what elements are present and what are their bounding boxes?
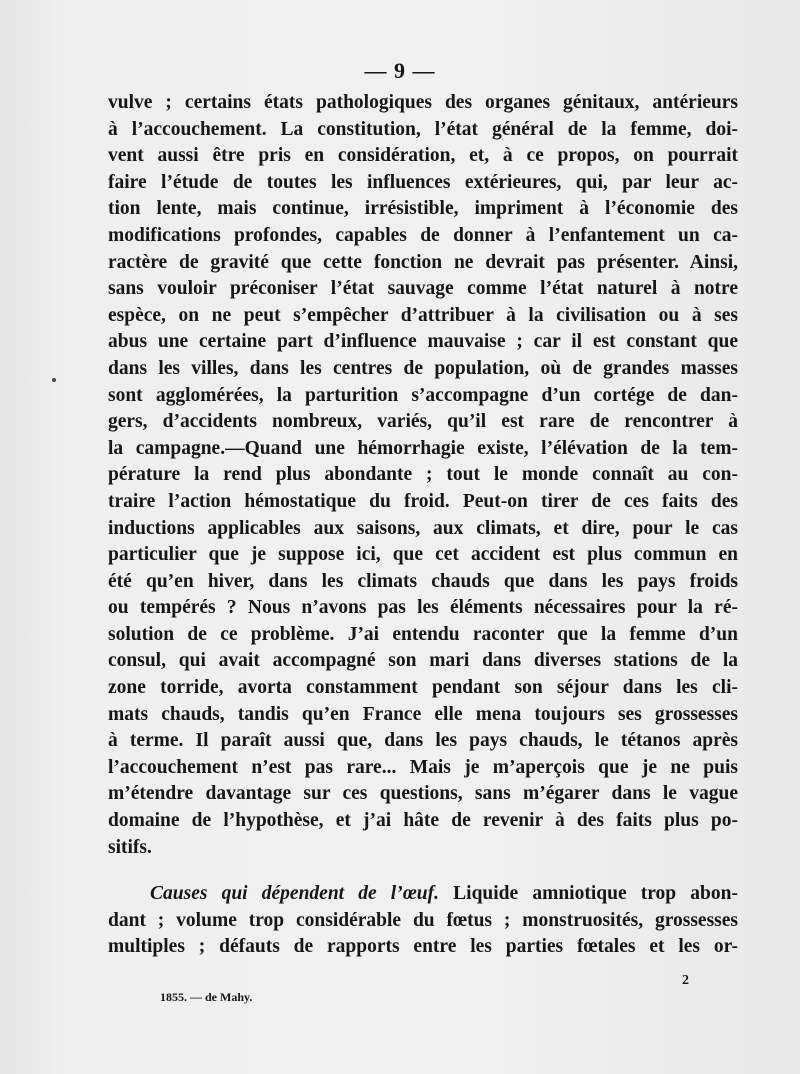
text-line: espèce, on ne peut s’empêcher d’attribuer à la civilisation ou à ses	[108, 304, 738, 326]
text-line: solution de ce problème. J’ai entendu raconter que la femme d’un	[108, 623, 738, 645]
text-line: sont agglomérées, la parturition s’accompagne d’un cortége de dan-	[108, 384, 738, 406]
text-line: sans vouloir préconiser l’état sauvage comme l’état naturel à notre	[108, 278, 738, 300]
text-line: à l’accouchement. La constitution, l’état général de la femme, doi-	[108, 118, 738, 140]
text-line: modifications profondes, capables de donner à l’enfantement un ca-	[108, 224, 738, 246]
text-line: faire l’étude de toutes les influences extérieures, qui, par leur ac-	[108, 171, 738, 193]
text-line: pérature la rend plus abondante ; tout le monde connaît au con-	[108, 464, 738, 486]
paragraph-2	[108, 881, 738, 961]
text-line: particulier que je suppose ici, que cet accident est plus commun en	[108, 544, 738, 566]
paragraph-1	[108, 90, 738, 861]
text-line: consul, qui avait accompagné son mari dans diverses stations de la	[108, 650, 738, 672]
text-line: m’étendre davantage sur ces questions, sans m’égarer dans le vague	[108, 783, 738, 805]
text-line: dans les villes, dans les centres de population, où de grandes masses	[108, 357, 738, 379]
paragraph-spacer	[108, 861, 738, 881]
text-line: vent aussi être pris en considération, et, à ce propos, on pourrait	[108, 145, 738, 167]
text-line: abus une certaine part d’influence mauvaise ; car il est constant que	[108, 331, 738, 353]
text-line: ou tempérés ? Nous n’avons pas les éléments nécessaires pour la ré-	[108, 597, 738, 619]
text-line: l’accouchement n’est pas rare... Mais je m’aperçois que je ne puis	[108, 756, 738, 778]
signature-mark: 2	[682, 973, 689, 988]
text-line: domaine de l’hypothèse, et j’ai hâte de revenir à des faits plus po-	[108, 810, 738, 832]
text-line: la campagne.—Quand une hémorrhagie existe, l’élévation de la tem-	[108, 437, 738, 459]
text-line: traire l’action hémostatique du froid. Peut-on tirer de ces faits des	[108, 490, 738, 512]
text-line: gers, d’accidents nombreux, variés, qu’il est rare de rencontrer à	[108, 411, 738, 433]
footer-signature: 1855. — de Mahy.	[160, 990, 253, 1004]
body-text	[108, 90, 738, 961]
text-line: zone torride, avorta constamment pendant son séjour dans les cli-	[108, 677, 738, 699]
text-line: vulve ; certains états pathologiques des organes génitaux, antérieurs	[108, 92, 738, 113]
text-line: sitifs.	[108, 836, 152, 858]
section-heading: Causes qui dépendent de l’œuf.	[150, 883, 439, 905]
heading-continuation: Liquide amniotique trop abon-	[439, 883, 738, 905]
paper-speck	[52, 378, 56, 382]
text-line: à terme. Il paraît aussi que, dans les pays chauds, le tétanos après	[108, 730, 738, 752]
text-line	[108, 881, 738, 908]
text-line: dant ; volume trop considérable du fœtus ; monstruosités, grossesses	[108, 909, 738, 931]
text-line: ractère de gravité que cette fonction ne devrait pas présenter. Ainsi,	[108, 251, 738, 273]
text-line: été qu’en hiver, dans les climats chauds que dans les pays froids	[108, 570, 738, 592]
text-line: inductions applicables aux saisons, aux climats, et dire, pour le cas	[108, 517, 738, 539]
text-line: mats chauds, tandis qu’en France elle mena toujours ses grossesses	[108, 703, 738, 725]
page-number: — 9 —	[364, 58, 436, 83]
text-line: multiples ; défauts de rapports entre les parties fœtales et les or-	[108, 936, 738, 958]
text-line: tion lente, mais continue, irrésistible, impriment à l’économie des	[108, 198, 738, 220]
